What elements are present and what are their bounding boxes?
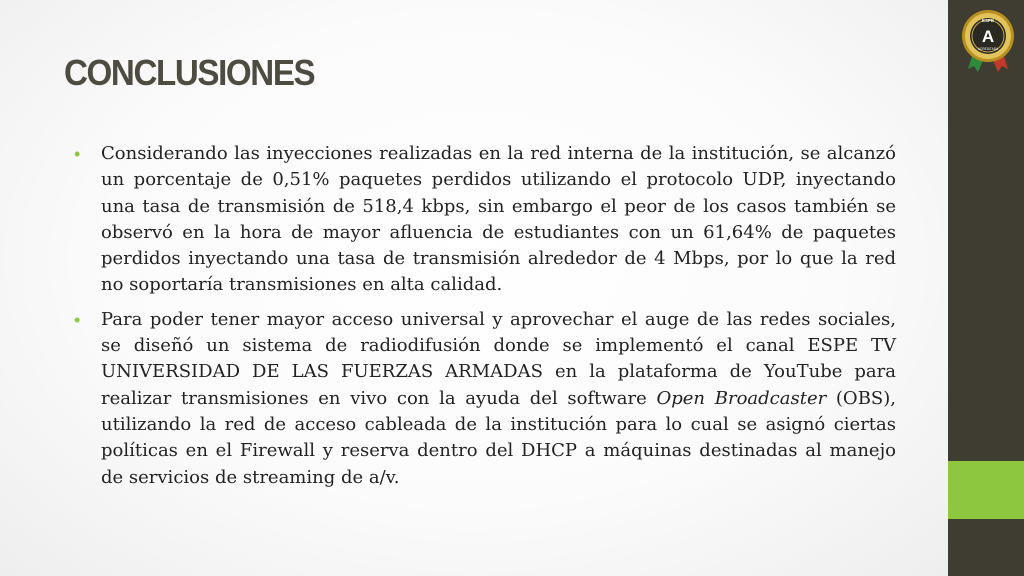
- bullet-item-2: [74, 307, 896, 491]
- espe-accreditation-seal-icon: [956, 6, 1020, 76]
- seal-letter: A: [981, 27, 995, 46]
- bullet-text-2-start: Para poder tener mayor acceso universal y aprovechar el auge de las redes sociales, se diseñó un sistema de radiodifusión donde se implementó el canal ESPE TV UNIVERSIDAD DE LAS FUERZAS ARMADAS en la plataforma de YouTube para realizar transmisiones en vivo con la ayuda del software: [101, 308, 896, 409]
- bullet-icon: •: [74, 144, 81, 164]
- bullet-item-1: [74, 141, 896, 299]
- bullet-text-2-end: (OBS), utilizando la red de acceso cableada de la institución para lo cual se asignó ciertas políticas en el Firewall y reserva dentro del DHCP a máquinas destinadas al manejo de servicios de streaming de a/v.: [101, 387, 896, 488]
- sidebar-accent-block: [948, 461, 1024, 519]
- seal-bottom-text: ACREDITADA: [977, 47, 999, 51]
- bullet-list: [74, 141, 896, 499]
- slide-title: CONCLUSIONES: [64, 52, 315, 93]
- software-name: Open Broadcaster: [656, 387, 827, 409]
- bullet-text-1: Considerando las inyecciones realizadas en la red interna de la institución, se alcanzó un porcentaje de 0,51% paquetes perdidos utilizando el protocolo UDP, inyectando una tasa de transmisión de 518,4 kbps, sin embargo el peor de los casos también se observó en la hora de mayor afluencia de estudiantes con un 61,64% de paquetes perdidos inyectando una tasa de transmisión alrededor de 4 Mbps, por lo que la red no soportaría transmisiones en alta calidad.: [101, 143, 896, 296]
- seal-top-text: ESPE: [981, 18, 995, 23]
- bullet-icon: •: [74, 309, 81, 330]
